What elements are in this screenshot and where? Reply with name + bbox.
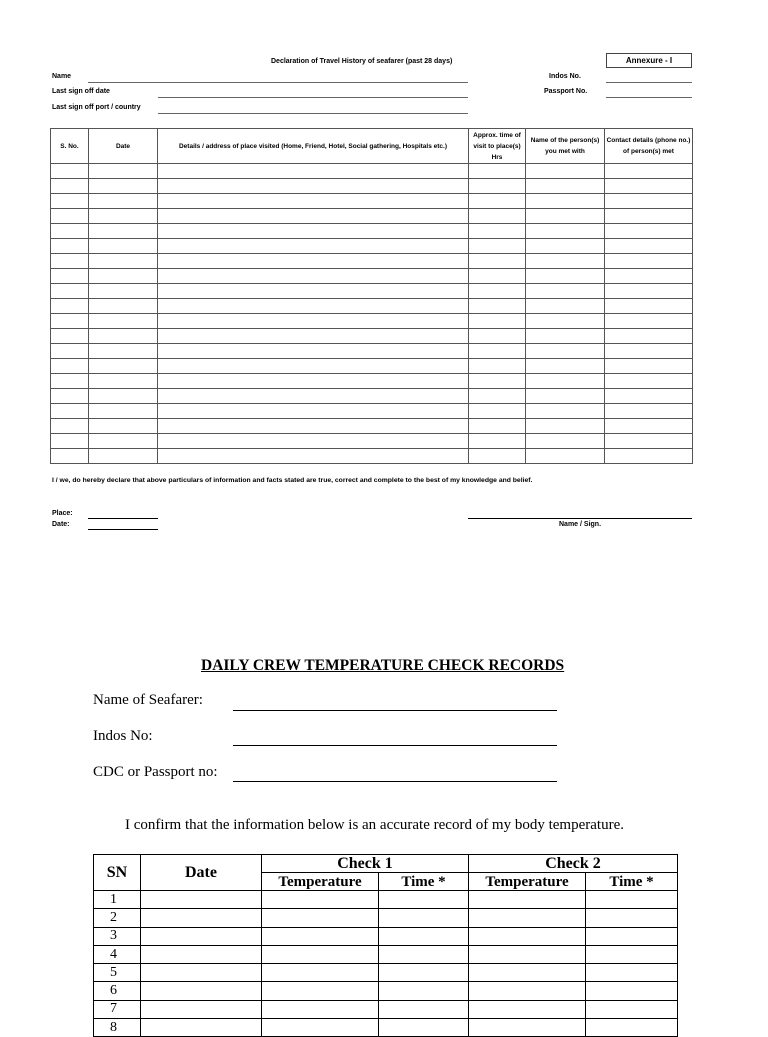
cdc-passport-label: CDC or Passport no: bbox=[93, 764, 218, 780]
table-cell[interactable] bbox=[141, 1000, 262, 1018]
table-cell[interactable] bbox=[51, 224, 89, 239]
table-cell[interactable] bbox=[526, 449, 605, 464]
indos-field[interactable] bbox=[606, 82, 692, 83]
table-cell[interactable] bbox=[51, 254, 89, 269]
name-sign-label: Name / Sign. bbox=[559, 521, 602, 528]
table-cell[interactable] bbox=[526, 314, 605, 329]
table-cell[interactable] bbox=[469, 359, 526, 374]
table-cell[interactable] bbox=[89, 239, 158, 254]
table-row bbox=[51, 314, 693, 329]
table-cell[interactable] bbox=[469, 314, 526, 329]
table-row bbox=[51, 254, 693, 269]
table-cell[interactable] bbox=[158, 254, 469, 269]
table-cell[interactable] bbox=[469, 909, 586, 927]
travel-form-title: Declaration of Travel History of seafarer (past 28 days) bbox=[271, 58, 453, 65]
table-cell[interactable] bbox=[605, 299, 693, 314]
table-cell[interactable] bbox=[158, 284, 469, 299]
table-cell[interactable] bbox=[158, 404, 469, 419]
table-cell[interactable] bbox=[158, 179, 469, 194]
table-cell[interactable] bbox=[469, 254, 526, 269]
confirm-statement: I confirm that the information below is an accurate record of my body temperature. bbox=[125, 817, 624, 833]
table-row bbox=[51, 359, 693, 374]
col-check1-time: Time * bbox=[379, 873, 469, 891]
table-cell[interactable] bbox=[379, 945, 469, 963]
seafarer-label: Name of Seafarer: bbox=[93, 692, 203, 708]
row-number: 2 bbox=[94, 909, 141, 927]
table-cell[interactable] bbox=[89, 179, 158, 194]
table-cell[interactable] bbox=[605, 419, 693, 434]
table-cell[interactable] bbox=[586, 982, 678, 1000]
col-check1: Check 1 bbox=[262, 855, 469, 873]
table-row bbox=[51, 329, 693, 344]
last-sign-off-date-field[interactable] bbox=[158, 97, 468, 98]
table-cell[interactable] bbox=[605, 284, 693, 299]
passport-label: Passport No. bbox=[544, 88, 588, 95]
table-cell[interactable] bbox=[51, 329, 89, 344]
table-cell[interactable] bbox=[158, 314, 469, 329]
last-sign-off-port-label: Last sign off port / country bbox=[52, 104, 141, 111]
table-cell[interactable] bbox=[89, 449, 158, 464]
table-cell[interactable] bbox=[158, 359, 469, 374]
table-row bbox=[94, 927, 678, 945]
table-cell[interactable] bbox=[526, 329, 605, 344]
table-cell[interactable] bbox=[605, 314, 693, 329]
col-details: Details / address of place visited (Home, Friend, Hotel, Social gathering, Hospitals etc.) bbox=[158, 129, 469, 164]
row-number: 5 bbox=[94, 964, 141, 982]
table-row bbox=[94, 891, 678, 909]
table-cell[interactable] bbox=[89, 419, 158, 434]
table-cell[interactable] bbox=[51, 209, 89, 224]
table-cell[interactable] bbox=[526, 299, 605, 314]
table-cell[interactable] bbox=[89, 164, 158, 179]
table-cell[interactable] bbox=[526, 284, 605, 299]
temperature-form-title: DAILY CREW TEMPERATURE CHECK RECORDS bbox=[201, 657, 565, 674]
table-row bbox=[51, 299, 693, 314]
table-cell[interactable] bbox=[526, 194, 605, 209]
table-row bbox=[51, 344, 693, 359]
table-cell[interactable] bbox=[469, 1019, 586, 1037]
table-row bbox=[51, 374, 693, 389]
table-cell[interactable] bbox=[526, 419, 605, 434]
last-sign-off-date-label: Last sign off date bbox=[52, 88, 110, 95]
table-cell[interactable] bbox=[89, 434, 158, 449]
table-cell[interactable] bbox=[158, 164, 469, 179]
table-cell[interactable] bbox=[469, 344, 526, 359]
col-check2-temperature: Temperature bbox=[469, 873, 586, 891]
table-cell[interactable] bbox=[262, 945, 379, 963]
place-field[interactable] bbox=[88, 518, 158, 519]
table-cell[interactable] bbox=[262, 964, 379, 982]
table-cell[interactable] bbox=[89, 404, 158, 419]
table-cell[interactable] bbox=[605, 254, 693, 269]
table-cell[interactable] bbox=[469, 239, 526, 254]
table-row bbox=[51, 194, 693, 209]
table-cell[interactable] bbox=[379, 1000, 469, 1018]
table-cell[interactable] bbox=[262, 1019, 379, 1037]
table-cell[interactable] bbox=[158, 194, 469, 209]
table-cell[interactable] bbox=[51, 344, 89, 359]
table-cell[interactable] bbox=[379, 964, 469, 982]
table-row bbox=[51, 179, 693, 194]
last-sign-off-port-field[interactable] bbox=[158, 113, 468, 114]
seafarer-field[interactable] bbox=[233, 710, 557, 711]
table-cell[interactable] bbox=[605, 239, 693, 254]
table-cell[interactable] bbox=[89, 389, 158, 404]
table-cell[interactable] bbox=[379, 982, 469, 1000]
col-date: Date bbox=[89, 129, 158, 164]
table-cell[interactable] bbox=[141, 964, 262, 982]
col-sn: SN bbox=[94, 855, 141, 891]
table-cell[interactable] bbox=[51, 269, 89, 284]
table-cell[interactable] bbox=[469, 1000, 586, 1018]
table-cell[interactable] bbox=[469, 269, 526, 284]
table-row bbox=[51, 239, 693, 254]
table-cell[interactable] bbox=[586, 1019, 678, 1037]
table-cell[interactable] bbox=[89, 359, 158, 374]
indos-no-label: Indos No: bbox=[93, 728, 153, 744]
table-cell[interactable] bbox=[51, 314, 89, 329]
table-cell[interactable] bbox=[469, 434, 526, 449]
row-number: 3 bbox=[94, 927, 141, 945]
table-cell[interactable] bbox=[89, 209, 158, 224]
table-cell[interactable] bbox=[262, 909, 379, 927]
col-person-met: Name of the person(s) you met with bbox=[526, 129, 605, 164]
table-cell[interactable] bbox=[605, 194, 693, 209]
table-cell[interactable] bbox=[51, 374, 89, 389]
table-cell[interactable] bbox=[51, 389, 89, 404]
col-temp-date: Date bbox=[141, 855, 262, 891]
table-cell[interactable] bbox=[526, 254, 605, 269]
travel-history-table bbox=[50, 128, 693, 464]
table-cell[interactable] bbox=[262, 891, 379, 909]
table-cell[interactable] bbox=[469, 224, 526, 239]
table-row bbox=[94, 1019, 678, 1037]
table-cell[interactable] bbox=[586, 1000, 678, 1018]
table-cell[interactable] bbox=[526, 224, 605, 239]
table-cell[interactable] bbox=[526, 359, 605, 374]
table-cell[interactable] bbox=[89, 224, 158, 239]
table-cell[interactable] bbox=[526, 344, 605, 359]
table-cell[interactable] bbox=[605, 269, 693, 284]
table-cell[interactable] bbox=[605, 389, 693, 404]
table-cell[interactable] bbox=[89, 329, 158, 344]
table-cell[interactable] bbox=[526, 404, 605, 419]
table-cell[interactable] bbox=[158, 449, 469, 464]
table-cell[interactable] bbox=[586, 927, 678, 945]
table-cell[interactable] bbox=[526, 164, 605, 179]
table-cell[interactable] bbox=[89, 344, 158, 359]
table-cell[interactable] bbox=[141, 909, 262, 927]
date-field[interactable] bbox=[88, 529, 158, 530]
table-row bbox=[94, 1000, 678, 1018]
table-cell[interactable] bbox=[89, 194, 158, 209]
row-number: 8 bbox=[94, 1019, 141, 1037]
table-cell[interactable] bbox=[379, 891, 469, 909]
table-row bbox=[51, 284, 693, 299]
col-check1-temperature: Temperature bbox=[262, 873, 379, 891]
table-cell[interactable] bbox=[89, 314, 158, 329]
table-cell[interactable] bbox=[51, 404, 89, 419]
table-cell[interactable] bbox=[586, 891, 678, 909]
table-cell[interactable] bbox=[469, 164, 526, 179]
table-cell[interactable] bbox=[262, 927, 379, 945]
table-cell[interactable] bbox=[379, 909, 469, 927]
table-cell[interactable] bbox=[89, 299, 158, 314]
col-contact-details: Contact details (phone no.) of person(s) met bbox=[605, 129, 693, 164]
table-cell[interactable] bbox=[605, 449, 693, 464]
table-cell[interactable] bbox=[526, 374, 605, 389]
table-cell[interactable] bbox=[158, 329, 469, 344]
table-cell[interactable] bbox=[51, 359, 89, 374]
table-cell[interactable] bbox=[51, 299, 89, 314]
table-row bbox=[51, 164, 693, 179]
table-cell[interactable] bbox=[586, 964, 678, 982]
table-row bbox=[94, 909, 678, 927]
table-cell[interactable] bbox=[605, 179, 693, 194]
table-cell[interactable] bbox=[469, 179, 526, 194]
table-cell[interactable] bbox=[469, 927, 586, 945]
table-cell[interactable] bbox=[158, 389, 469, 404]
table-cell[interactable] bbox=[605, 164, 693, 179]
table-cell[interactable] bbox=[526, 389, 605, 404]
table-cell[interactable] bbox=[141, 982, 262, 1000]
table-cell[interactable] bbox=[586, 909, 678, 927]
table-cell[interactable] bbox=[51, 419, 89, 434]
table-cell[interactable] bbox=[469, 299, 526, 314]
table-row bbox=[51, 269, 693, 284]
table-cell[interactable] bbox=[605, 404, 693, 419]
date-label: Date: bbox=[52, 521, 70, 528]
table-cell[interactable] bbox=[51, 239, 89, 254]
table-cell[interactable] bbox=[469, 449, 526, 464]
table-cell[interactable] bbox=[158, 209, 469, 224]
table-cell[interactable] bbox=[526, 239, 605, 254]
table-cell[interactable] bbox=[51, 449, 89, 464]
name-label: Name bbox=[52, 73, 72, 80]
table-cell[interactable] bbox=[469, 194, 526, 209]
table-cell[interactable] bbox=[469, 891, 586, 909]
name-sign-field[interactable] bbox=[468, 518, 692, 519]
table-cell[interactable] bbox=[605, 344, 693, 359]
table-cell[interactable] bbox=[158, 434, 469, 449]
table-cell[interactable] bbox=[469, 404, 526, 419]
table-cell[interactable] bbox=[469, 284, 526, 299]
table-cell[interactable] bbox=[469, 945, 586, 963]
row-number: 7 bbox=[94, 1000, 141, 1018]
table-cell[interactable] bbox=[51, 179, 89, 194]
table-cell[interactable] bbox=[51, 164, 89, 179]
col-check2: Check 2 bbox=[469, 855, 678, 873]
row-number: 1 bbox=[94, 891, 141, 909]
travel-table-header bbox=[51, 129, 693, 164]
table-row bbox=[51, 389, 693, 404]
table-cell[interactable] bbox=[469, 209, 526, 224]
table-row bbox=[51, 209, 693, 224]
table-cell[interactable] bbox=[379, 927, 469, 945]
table-cell[interactable] bbox=[141, 945, 262, 963]
col-check2-time: Time * bbox=[586, 873, 678, 891]
table-cell[interactable] bbox=[469, 964, 586, 982]
table-cell[interactable] bbox=[89, 284, 158, 299]
table-cell[interactable] bbox=[605, 329, 693, 344]
col-sno: S. No. bbox=[51, 129, 89, 164]
cdc-passport-field[interactable] bbox=[233, 781, 557, 782]
table-cell[interactable] bbox=[89, 269, 158, 284]
table-cell[interactable] bbox=[158, 344, 469, 359]
table-cell[interactable] bbox=[262, 982, 379, 1000]
table-row bbox=[51, 404, 693, 419]
table-cell[interactable] bbox=[158, 269, 469, 284]
col-approx-time: Approx. time of visit to place(s) Hrs bbox=[469, 129, 526, 164]
table-cell[interactable] bbox=[469, 419, 526, 434]
table-cell[interactable] bbox=[469, 982, 586, 1000]
table-cell[interactable] bbox=[158, 224, 469, 239]
name-field[interactable] bbox=[88, 82, 468, 83]
table-cell[interactable] bbox=[526, 434, 605, 449]
table-cell[interactable] bbox=[469, 389, 526, 404]
table-cell[interactable] bbox=[141, 927, 262, 945]
indos-label: Indos No. bbox=[549, 73, 581, 80]
temperature-table bbox=[93, 854, 678, 1037]
table-cell[interactable] bbox=[469, 374, 526, 389]
table-cell[interactable] bbox=[51, 434, 89, 449]
table-cell[interactable] bbox=[158, 374, 469, 389]
table-row bbox=[51, 434, 693, 449]
table-cell[interactable] bbox=[526, 269, 605, 284]
table-cell[interactable] bbox=[158, 299, 469, 314]
annexure-box: Annexure - I bbox=[606, 53, 692, 68]
table-cell[interactable] bbox=[605, 359, 693, 374]
indos-no-field[interactable] bbox=[233, 745, 557, 746]
table-row bbox=[94, 945, 678, 963]
row-number: 6 bbox=[94, 982, 141, 1000]
table-cell[interactable] bbox=[379, 1019, 469, 1037]
table-cell[interactable] bbox=[158, 239, 469, 254]
table-row bbox=[94, 982, 678, 1000]
table-cell[interactable] bbox=[526, 209, 605, 224]
passport-field[interactable] bbox=[606, 97, 692, 98]
table-cell[interactable] bbox=[469, 329, 526, 344]
table-cell[interactable] bbox=[158, 419, 469, 434]
table-cell[interactable] bbox=[605, 374, 693, 389]
table-cell[interactable] bbox=[605, 209, 693, 224]
table-cell[interactable] bbox=[89, 254, 158, 269]
table-cell[interactable] bbox=[51, 194, 89, 209]
table-cell[interactable] bbox=[141, 1019, 262, 1037]
table-cell[interactable] bbox=[141, 891, 262, 909]
table-cell[interactable] bbox=[89, 374, 158, 389]
table-row bbox=[51, 449, 693, 464]
table-cell[interactable] bbox=[586, 945, 678, 963]
table-row bbox=[51, 419, 693, 434]
table-cell[interactable] bbox=[51, 284, 89, 299]
table-cell[interactable] bbox=[526, 179, 605, 194]
table-cell[interactable] bbox=[605, 224, 693, 239]
table-cell[interactable] bbox=[605, 434, 693, 449]
table-row bbox=[51, 224, 693, 239]
declaration-text: I / we, do hereby declare that above particulars of information and facts stated are true, correct and complete to the best of my knowledge and belief. bbox=[52, 477, 533, 484]
place-label: Place: bbox=[52, 510, 73, 517]
table-cell[interactable] bbox=[262, 1000, 379, 1018]
row-number: 4 bbox=[94, 945, 141, 963]
table-row bbox=[94, 964, 678, 982]
